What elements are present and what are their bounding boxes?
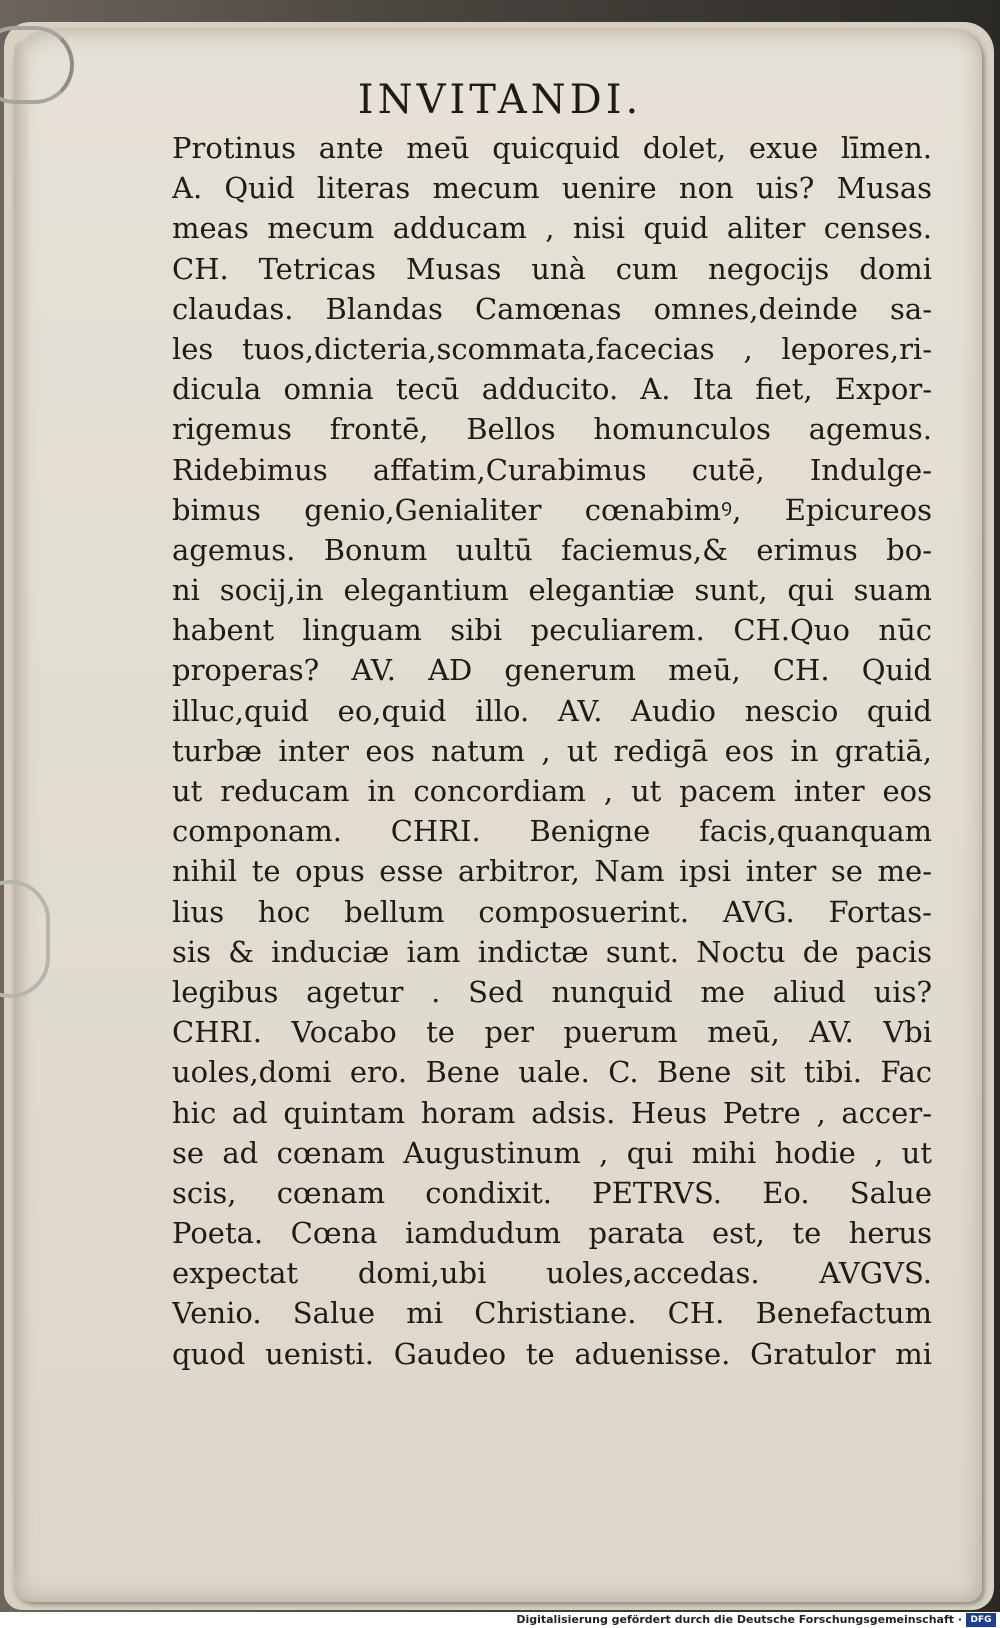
text-line: componam. CHRI. Benigne facis,quanquam <box>172 814 932 849</box>
text-line: ut reducam in concordiam , ut pacem inter eos <box>172 774 932 808</box>
text-line: uoles,domi ero. Bene uale. C. Bene sit tibi. Fac <box>172 1055 932 1090</box>
text-line: agemus. Bonum uultū faciemus,& erimus bo- <box>172 532 932 567</box>
text-line: meas mecum adducam , nisi quid aliter censes. <box>172 211 932 246</box>
text-line: nihil te opus esse arbitror, Nam ipsi inter se me- <box>172 854 932 889</box>
running-head: INVITANDI. <box>357 77 643 123</box>
text-line: habent linguam sibi peculiarem. CH.Quo nūc <box>172 613 932 648</box>
text-line: CH. Tetricas Musas unà cum negocijs domi <box>172 251 932 286</box>
text-line: Venio. Salue mi Christiane. CH. Benefactum <box>172 1296 932 1331</box>
text-line: expectat domi,ubi uoles,accedas. AVGVS. <box>172 1256 932 1291</box>
text-line: les tuos,dicteria,scommata,facecias , lepores,ri- <box>172 331 932 366</box>
text-line: se ad cœnam Augustinum , qui mihi hodie , ut <box>172 1135 932 1170</box>
text-line: Ridebimus affatim,Curabimus cutē, Indulge- <box>172 452 932 487</box>
text-line: claudas. Blandas Camœnas omnes,deinde sa- <box>172 291 932 326</box>
text-line: scis, cœnam condixit. PETRVS. Eo. Salue <box>172 1175 932 1210</box>
page-edge-shadow <box>14 40 28 1580</box>
text-line: lius hoc bellum composuerint. AVG. Fortas- <box>172 894 932 929</box>
text-line: rigemus frontē, Bellos homunculos agemus. <box>172 412 932 447</box>
text-line: legibus agetur . Sed nunquid me aliud uis? <box>172 974 932 1009</box>
text-line: turbæ inter eos natum , ut redigā eos in gratiā, <box>172 733 932 768</box>
text-line: CHRI. Vocabo te per puerum meū, AV. Vbi <box>172 1015 932 1050</box>
text-line: Protinus ante meū quicquid dolet, exue līmen. <box>172 131 932 165</box>
text-line: hic ad quintam horam adsis. Heus Petre , accer- <box>172 1095 932 1130</box>
text-line: bimus genio,Genialiter cœnabimꝰ, Epicureos <box>172 492 932 527</box>
text-line: sis & induciæ iam indictæ sunt. Noctu de pacis <box>172 934 932 969</box>
body-text <box>172 128 932 1374</box>
text-line: ni socij,in elegantium elegantiæ sunt, qui suam <box>172 573 932 608</box>
text-line: illuc,quid eo,quid illo. AV. Audio nescio quid <box>172 693 932 728</box>
text-line: Poeta. Cœna iamdudum parata est, te herus <box>172 1216 932 1251</box>
text-line: dicula omnia tecū adducito. A. Ita fiet, Expor- <box>172 372 932 407</box>
paper-clip-middle <box>0 880 50 998</box>
dfg-logo: DFG <box>966 1613 996 1627</box>
text-line: quod uenisti. Gaudeo te aduenisse. Gratulor mi <box>172 1336 932 1371</box>
text-line: A. Quid literas mecum uenire non uis? Musas <box>172 171 932 206</box>
funding-note: Digitalisierung gefördert durch die Deutsche Forschungsgemeinschaft · <box>516 1613 962 1626</box>
text-line: properas? AV. AD generum meū, CH. Quid <box>172 653 932 688</box>
